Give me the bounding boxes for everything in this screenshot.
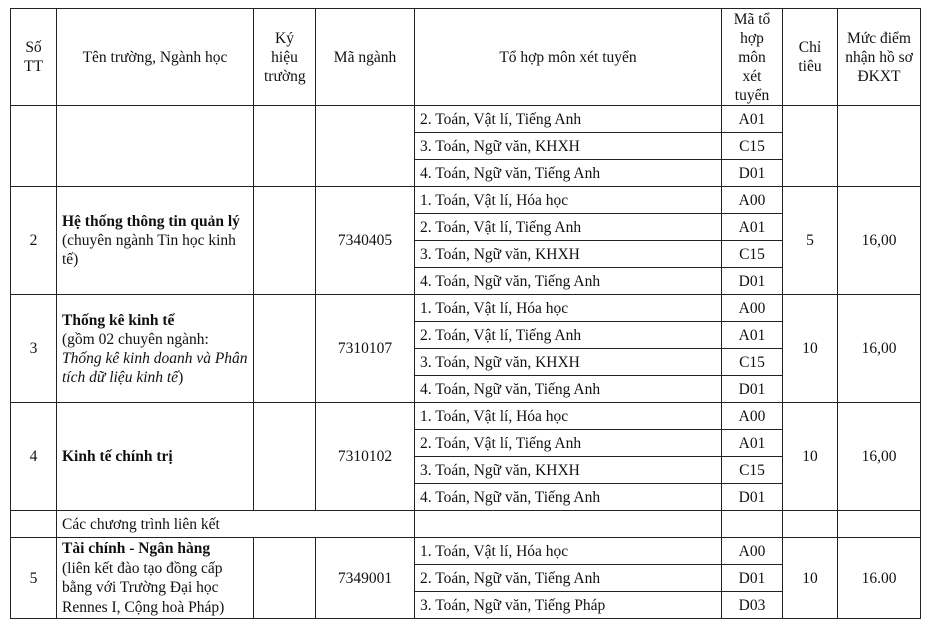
program-name: Tài chính - Ngân hàng [62, 540, 211, 557]
school-code-cell [254, 403, 316, 511]
school-code-cell [254, 187, 316, 295]
section-empty-cell [415, 511, 722, 538]
section-empty-cell [783, 511, 838, 538]
table-row [11, 403, 921, 430]
admission-table [10, 8, 921, 619]
quota-cell: 10 [783, 538, 838, 619]
score-cell [838, 106, 921, 187]
major-code-cell: 7310107 [316, 295, 415, 403]
combo-code-cell: C15 [722, 349, 783, 376]
combo-cell: 3. Toán, Ngữ văn, KHXH [415, 241, 722, 268]
quota-cell: 10 [783, 295, 838, 403]
table-row [11, 187, 921, 214]
combo-cell: 3. Toán, Ngữ văn, KHXH [415, 133, 722, 160]
program-note: (liên kết đào tạo đồng cấp bằng với Trường Đại học Rennes I, Cộng hoà Pháp) [62, 559, 225, 616]
combo-cell: 1. Toán, Vật lí, Hóa học [415, 187, 722, 214]
program-name: Thống kê kinh tế [62, 311, 175, 329]
combo-code-cell: A00 [722, 187, 783, 214]
combo-code-cell: A01 [722, 106, 783, 133]
score-cell: 16.00 [838, 538, 921, 619]
combo-code-cell: D01 [722, 160, 783, 187]
name-cell [57, 106, 254, 187]
program-name: Kinh tế chính trị [62, 448, 173, 465]
combo-cell: 3. Toán, Ngữ văn, KHXH [415, 349, 722, 376]
combo-cell: 4. Toán, Ngữ văn, Tiếng Anh [415, 268, 722, 295]
table-row [11, 106, 921, 133]
combo-cell: 2. Toán, Ngữ văn, Tiếng Anh [415, 565, 722, 592]
combo-code-cell: D03 [722, 592, 783, 619]
major-code-cell: 7340405 [316, 187, 415, 295]
table-row [11, 295, 921, 322]
combo-code-cell: A01 [722, 322, 783, 349]
score-cell: 16,00 [838, 187, 921, 295]
combo-code-cell: D01 [722, 484, 783, 511]
combo-cell: 1. Toán, Vật lí, Hóa học [415, 403, 722, 430]
combo-code-cell: A01 [722, 214, 783, 241]
school-code-cell [254, 538, 316, 619]
header-name: Tên trường, Ngành học [57, 9, 254, 106]
quota-cell: 5 [783, 187, 838, 295]
stt-cell: 2 [11, 187, 57, 295]
combo-code-cell: C15 [722, 133, 783, 160]
section-stt-cell [11, 511, 57, 538]
combo-cell: 2. Toán, Vật lí, Tiếng Anh [415, 430, 722, 457]
combo-code-cell: C15 [722, 241, 783, 268]
program-name-cell [57, 538, 254, 619]
header-stt: Số TT [11, 9, 57, 106]
combo-code-cell: C15 [722, 457, 783, 484]
combo-cell: 1. Toán, Vật lí, Hóa học [415, 538, 722, 565]
section-empty-cell [838, 511, 921, 538]
major-code-cell [316, 106, 415, 187]
section-title: Các chương trình liên kết [57, 511, 415, 538]
combo-cell: 3. Toán, Ngữ văn, Tiếng Pháp [415, 592, 722, 619]
combo-cell: 2. Toán, Vật lí, Tiếng Anh [415, 322, 722, 349]
program-name: Hệ thống thông tin quản lý [62, 213, 240, 230]
combo-code-cell: D01 [722, 565, 783, 592]
combo-cell: 4. Toán, Ngữ văn, Tiếng Anh [415, 484, 722, 511]
score-cell: 16,00 [838, 403, 921, 511]
header-school-code: Ký hiệu trường [254, 9, 316, 106]
combo-cell: 1. Toán, Vật lí, Hóa học [415, 295, 722, 322]
table-body [11, 106, 921, 619]
combo-code-cell: A00 [722, 403, 783, 430]
section-row [11, 511, 921, 538]
program-name-cell [57, 403, 254, 511]
program-name-cell [57, 295, 254, 403]
combo-code-cell: A01 [722, 430, 783, 457]
stt-cell: 4 [11, 403, 57, 511]
header-row [11, 9, 921, 106]
quota-cell: 10 [783, 403, 838, 511]
major-code-cell: 7349001 [316, 538, 415, 619]
header-combo-code: Mã tổ hợp môn xét tuyển [722, 9, 783, 106]
program-note-italic: Thống kê kinh doanh và Phân tích dữ liệu kinh tế [62, 349, 248, 386]
program-note: (gồm 02 chuyên ngành: [62, 330, 209, 348]
header-combos: Tổ hợp môn xét tuyển [415, 9, 722, 106]
school-code-cell [254, 295, 316, 403]
major-code-cell: 7310102 [316, 403, 415, 511]
combo-cell: 2. Toán, Vật lí, Tiếng Anh [415, 214, 722, 241]
program-name-cell [57, 187, 254, 295]
combo-code-cell: A00 [722, 295, 783, 322]
stt-cell: 5 [11, 538, 57, 619]
header-major-code: Mã ngành [316, 9, 415, 106]
school-code-cell [254, 106, 316, 187]
stt-cell: 3 [11, 295, 57, 403]
combo-code-cell: D01 [722, 268, 783, 295]
combo-cell: 3. Toán, Ngữ văn, KHXH [415, 457, 722, 484]
quota-cell [783, 106, 838, 187]
table-row [11, 538, 921, 565]
stt-cell [11, 106, 57, 187]
combo-cell: 4. Toán, Ngữ văn, Tiếng Anh [415, 160, 722, 187]
header-quota: Chỉ tiêu [783, 9, 838, 106]
combo-code-cell: A00 [722, 538, 783, 565]
combo-cell: 2. Toán, Vật lí, Tiếng Anh [415, 106, 722, 133]
combo-code-cell: D01 [722, 376, 783, 403]
header-min-score: Mức điểm nhận hồ sơ ĐKXT [838, 9, 921, 106]
program-note: (chuyên ngành Tin học kinh tế) [62, 232, 236, 268]
score-cell: 16,00 [838, 295, 921, 403]
combo-cell: 4. Toán, Ngữ văn, Tiếng Anh [415, 376, 722, 403]
program-note-tail: ) [178, 368, 184, 386]
section-empty-cell [722, 511, 783, 538]
